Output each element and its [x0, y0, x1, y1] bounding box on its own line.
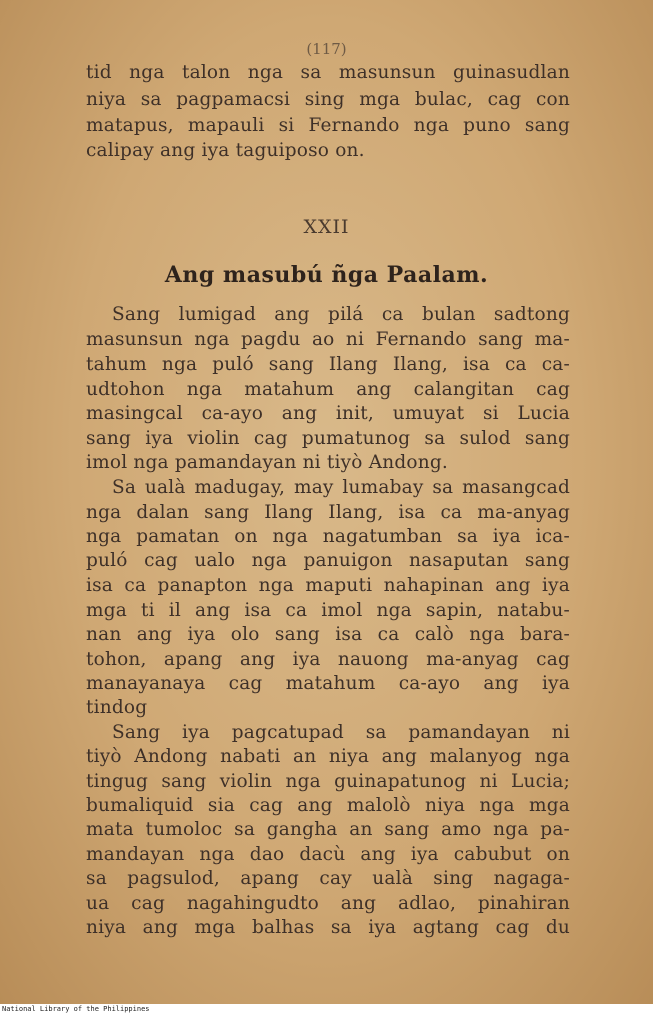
text-line: tahum nga puló sang Ilang Ilang, isa ca ca- [86, 354, 570, 375]
text-line: Sang lumigad ang pilá ca bulan sadtong [112, 304, 570, 325]
text-line: tid nga talon nga sa masunsun guinasudlan [86, 62, 570, 83]
text-line: isa ca panapton nga maputi nahapinan ang iya [86, 575, 570, 596]
text-line: tindog [86, 697, 148, 718]
text-line: mata tumoloc sa gangha an sang amo nga pa- [86, 819, 570, 840]
text-line: udtohon nga matahum ang calangitan cag [86, 379, 570, 400]
page-number: (117) [306, 40, 347, 58]
text-line: mga ti il ang isa ca imol nga sapin, natabu- [86, 600, 570, 621]
text-line: nga pamatan on nga nagatumban sa iya ica- [86, 526, 570, 547]
text-line: imol nga pamandayan ni tiyò Andong. [86, 452, 448, 473]
text-line: bumaliquid sia cag ang malolò niya nga mga [86, 795, 570, 816]
text-line: mandayan nga dao dacù ang iya cabubut on [86, 844, 570, 865]
text-line: puló cag ualo nga panuigon nasaputan sang [86, 550, 570, 571]
text-line: niya ang mga balhas sa iya agtang cag du [86, 917, 570, 938]
text-line: nan ang iya olo sang isa ca calò nga bara- [86, 624, 570, 645]
text-line: Sang iya pagcatupad sa pamandayan ni [112, 722, 570, 743]
text-line: Sa ualà madugay, may lumabay sa masangcad [112, 477, 570, 498]
chapter-title: Ang masubú ñga Paalam. [164, 262, 489, 288]
text-line: nga dalan sang Ilang Ilang, isa ca ma-anyag [86, 502, 570, 523]
text-line: sa pagsulod, apang cay ualà sing nagaga- [86, 868, 570, 889]
text-line: masingcal ca-ayo ang init, umuyat si Lucia [86, 403, 570, 424]
text-line: sang iya violin cag pumatunog sa sulod sang [86, 428, 570, 449]
chapter-heading: XXII [303, 216, 350, 238]
library-footer: National Library of the Philippines [2, 1005, 150, 1013]
text-line: masunsun nga pagdu ao ni Fernando sang ma- [86, 329, 570, 350]
text-line: niya sa pagpamacsi sing mga bulac, cag con [86, 89, 570, 110]
text-line: calipay ang iya taguiposo on. [86, 140, 365, 161]
text-line: manayanaya cag matahum ca-ayo ang iya [86, 673, 570, 694]
text-line: matapus, mapauli si Fernando nga puno sang [86, 115, 570, 136]
text-line: tingug sang violin nga guinapatunog ni Lucia; [86, 771, 570, 792]
text-line: tiyò Andong nabati an niya ang malanyog nga [86, 746, 570, 767]
text-line: tohon, apang ang iya nauong ma-anyag cag [86, 649, 570, 670]
text-line: ua cag nagahingudto ang adlao, pinahiran [86, 893, 570, 914]
